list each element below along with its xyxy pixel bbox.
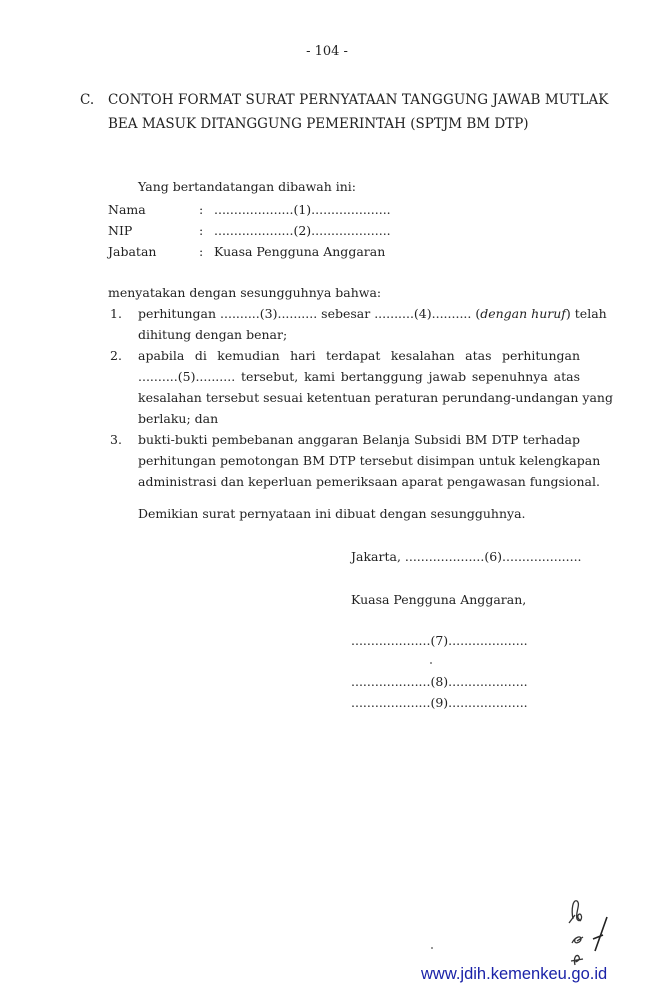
field-colon: : (199, 244, 204, 259)
signature-place-date: Jakarta, ....................(6).................... (351, 549, 582, 564)
handwritten-initials-icon (555, 895, 625, 970)
item-number: 2. (110, 348, 122, 363)
section-title-line-2: BEA MASUK DITANGGUNG PEMERINTAH (SPTJM BM DTP) (108, 116, 529, 132)
item-3-line-3: administrasi dan keperluan pemeriksaan aparat pengawasan fungsional. (138, 474, 600, 489)
item-1-text-b: ) telah (565, 306, 607, 321)
section-letter: C. (80, 92, 95, 108)
field-colon: : (199, 202, 204, 217)
signature-role: Kuasa Pengguna Anggaran, (351, 592, 527, 607)
intro-text: Yang bertandatangan dibawah ini: (138, 179, 357, 194)
declaration-text: menyatakan dengan sesungguhnya bahwa: (108, 285, 382, 300)
item-1-line-1 (138, 306, 607, 321)
signature-line-8: ....................(8).................... (351, 674, 528, 689)
field-value-nip: ....................(2).................... (214, 223, 391, 238)
field-label-nama: Nama (108, 202, 146, 217)
field-label-nip: NIP (108, 223, 133, 238)
field-value-jabatan: Kuasa Pengguna Anggaran (214, 244, 386, 259)
item-2-line-4: berlaku; dan (138, 411, 219, 426)
item-2-line-3: kesalahan tersebut sesuai ketentuan peraturan perundang-undangan yang (138, 390, 613, 405)
item-1-line-2: dihitung dengan benar; (138, 327, 288, 342)
item-2-line-1: apabila di kemudian hari terdapat kesalahan atas perhitungan (138, 348, 580, 363)
item-2-line-2: ..........(5).......... tersebut, kami bertanggung jawab sepenuhnya atas (138, 369, 580, 384)
closing-text: Demikian surat pernyataan ini dibuat dengan sesungguhnya. (138, 506, 526, 521)
signature-line-9: ....................(9).................... (351, 695, 528, 710)
footer-website-link[interactable]: www.jdih.kemenkeu.go.id (421, 965, 608, 983)
field-label-jabatan: Jabatan (108, 244, 157, 259)
page-number: - 104 - (306, 44, 348, 59)
field-value-nama: ....................(1).................... (214, 202, 391, 217)
item-3-line-2: perhitungan pemotongan BM DTP tersebut disimpan untuk kelengkapan (138, 453, 601, 468)
item-1-text-italic: dengan huruf (480, 306, 566, 321)
item-number: 1. (110, 306, 122, 321)
field-colon: : (199, 223, 204, 238)
item-3-line-1: bukti-bukti pembebanan anggaran Belanja Subsidi BM DTP terhadap (138, 432, 580, 447)
stray-dot (430, 662, 432, 664)
item-1-text-a: perhitungan ..........(3).......... sebesar ..........(4).......... ( (138, 306, 481, 321)
stray-dot (431, 947, 433, 949)
item-number: 3. (110, 432, 122, 447)
signature-name: ....................(7).................... (351, 633, 528, 648)
section-title-line-1: CONTOH FORMAT SURAT PERNYATAAN TANGGUNG JAWAB MUTLAK (108, 92, 609, 108)
